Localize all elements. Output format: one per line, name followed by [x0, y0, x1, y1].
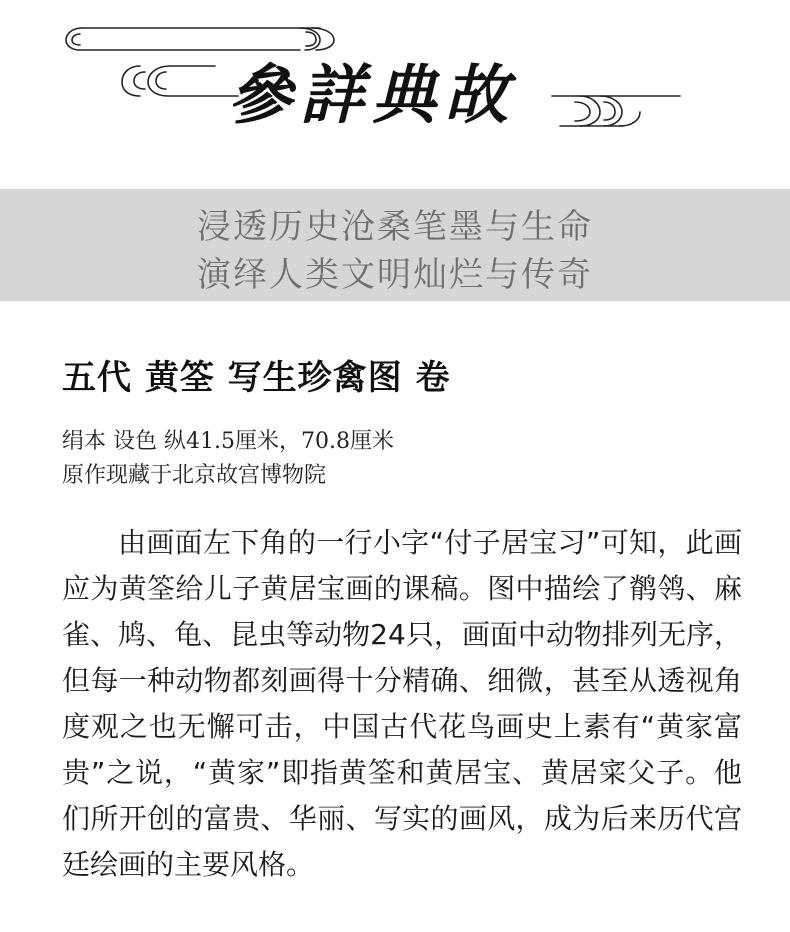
- artwork-collection: 原作现藏于北京故宫博物院: [62, 463, 327, 488]
- motto-banner: [0, 189, 790, 301]
- artwork-title: 五代 黄筌 写生珍禽图 卷: [62, 358, 451, 398]
- artwork-specs: 绢本 设色 纵41.5厘米，70.8厘米: [62, 429, 394, 454]
- motto-line-2: 演绎人类文明灿烂与传奇: [197, 255, 593, 295]
- motto-line-1: 浸透历史沧桑笔墨与生命: [197, 207, 593, 247]
- description-paragraph: 由画面左下角的一行小字“付子居宝习”可知，此画应为黄筌给儿子黄居宝画的课稿。图中描绘了鹡鸰、麻雀、鸠、龟、昆虫等动物24只，画面中动物排列无序，但每一种动物都刻画得十分精确、细微，甚至从透视角度观之也无懈可击，中国古代花鸟画史上素有“黄家富贵”之说，“黄家”即指黄筌和黄居宝、黄居寀父子。他们所开创的富贵、华丽、写实的画风，成为后来历代宫廷绘画的主要风格。: [62, 526, 742, 881]
- section-title: 參詳典故: [228, 58, 516, 133]
